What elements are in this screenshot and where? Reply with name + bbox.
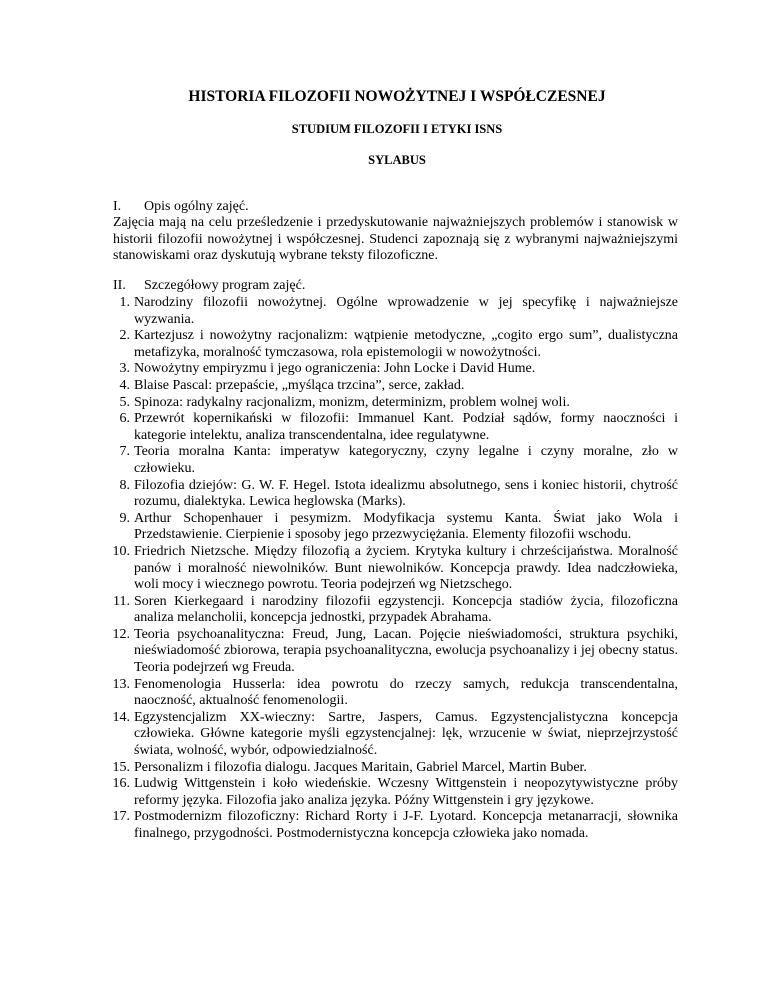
program-item (113, 395, 678, 412)
item-number: 12. (112, 626, 130, 642)
document-type: SYLABUS (368, 153, 426, 167)
item-number: 11. (113, 593, 130, 609)
item-number: 6. (119, 411, 130, 427)
section-2-title: Szczegółowy program zajęć. (144, 278, 306, 293)
program-item (113, 295, 678, 328)
item-text: Teoria psychoanalityczna: Freud, Jung, Lacan. Pojęcie nieświadomości, struktura psychiki, nieświadomość zbiorowa, terapia psychoanalityczna, ewolucja psychoanalizy i jej obecny status. Teoria podejrzeń wg Freuda. (134, 626, 678, 676)
item-text: Blaise Pascal: przepaście, „myśląca trzcina”, serce, zakład. (134, 377, 465, 393)
item-number: 7. (119, 444, 130, 460)
item-number: 4. (119, 377, 130, 393)
item-text: Postmodernizm filozoficzny: Richard Rorty i J-F. Lyotard. Koncepcja metanarracji, słownika finalnego, przygodności. Postmodernistyczna koncepcja człowieka jako nomada. (134, 809, 678, 841)
program-item (113, 776, 678, 809)
section-1-heading (113, 199, 681, 216)
section-1-title: Opis ogólny zajęć. (144, 199, 249, 214)
item-number: 8. (119, 477, 130, 493)
item-number: 13. (112, 676, 130, 692)
section-1-number: I. (113, 199, 122, 214)
item-number: 10. (112, 543, 130, 559)
item-number: 9. (119, 510, 130, 526)
item-text: Teoria moralna Kanta: imperatyw kategoryczny, czyny legalne i czyny moralne, zło w człowieku. (134, 444, 678, 476)
program-item (113, 328, 678, 361)
item-text: Nowożytny empiryzmu i jego ograniczenia: John Locke i David Hume. (134, 361, 536, 377)
program-item (113, 594, 678, 627)
program-list (113, 295, 678, 843)
item-number: 15. (112, 759, 130, 775)
item-text: Egzystencjalizm XX-wieczny: Sartre, Jaspers, Camus. Egzystencjalistyczna koncepcja człowieka. Główne kategorie myśli egzystencjalnej: lęk, wrzucenie w świat, nieprzejrzystość świata, wolność, wybór, odpowiedzialność. (134, 709, 678, 759)
program-item (113, 710, 678, 760)
program-item (113, 627, 678, 677)
item-text: Soren Kierkegaard i narodziny filozofii egzystencji. Koncepcja stadiów życia, filozoficzna analiza melancholii, koncepcja jednostki, przypadek Abrahama. (134, 593, 678, 626)
program-item (113, 361, 678, 378)
item-number: 3. (119, 361, 130, 377)
item-number: 5. (119, 394, 130, 410)
section-2-heading (113, 278, 681, 295)
item-number: 16. (112, 776, 130, 792)
document-subtitle: STUDIUM FILOZOFII I ETYKI ISNS (291, 122, 503, 136)
program-item (113, 411, 678, 444)
program-item (113, 760, 678, 777)
item-text: Przewrót kopernikański w filozofii: Immanuel Kant. Podział sądów, formy naoczności i kategorie intelektu, analiza transcendentalna, idee regulatywne. (134, 411, 678, 443)
program-item (113, 544, 678, 594)
item-text: Narodziny filozofii nowożytnej. Ogólne wprowadzenie w jej specyfikę i najważniejsze wyzwania. (134, 295, 678, 327)
program-item (113, 478, 678, 511)
section-2-number: II. (113, 278, 126, 293)
item-text: Ludwig Wittgenstein i koło wiedeńskie. Wczesny Wittgenstein i neopozytywistyczne próby reformy języka. Filozofia jako analiza języka. Późny Wittgenstein i gry językowe. (134, 776, 678, 808)
item-number: 17. (112, 809, 130, 825)
item-text: Kartezjusz i nowożytny racjonalizm: wątpienie metodyczne, „cogito ergo sum”, dualistyczna metafizyka, moralność tymczasowa, rola epistemologii w nowożytności. (134, 328, 678, 360)
item-number: 1. (119, 295, 130, 310)
program-item (113, 378, 678, 395)
item-text: Friedrich Nietzsche. Między filozofią a życiem. Krytyka kultury i chrześcijaństwa. Moralność panów i moralność niewolników. Bunt niewolników. Koncepcja prawdy. Idea nadczłowieka, woli mocy i wiecznego powrotu. Teoria podejrzeń wg Nietzschego. (134, 543, 678, 593)
item-number: 2. (119, 328, 130, 344)
item-text: Arthur Schopenhauer i pesymizm. Modyfikacja systemu Kanta. Świat jako Wola i Przedstawienie. Cierpienie i sposoby jego przezwyciężania. Elementy filozofii wschodu. (134, 510, 678, 543)
item-text: Personalizm i filozofia dialogu. Jacques Maritain, Gabriel Marcel, Martin Buber. (134, 759, 587, 775)
document-title: HISTORIA FILOZOFII NOWOŻYTNEJ I WSPÓŁCZESNEJ (188, 88, 606, 105)
program-item (113, 677, 678, 710)
item-text: Filozofia dziejów: G. W. F. Hegel. Istota idealizmu absolutnego, sens i koniec historii, chytrość rozumu, dialektyka. Lewica heglowska (Marks). (134, 477, 678, 510)
item-text: Fenomenologia Husserla: idea powrotu do rzeczy samych, redukcja transcendentalna, naoczność, aktualność fenomenologii. (134, 676, 678, 709)
program-item (113, 444, 678, 477)
section-1-description: Zajęcia mają na celu prześledzenie i przedyskutowanie najważniejszych problemów i stanowisk w historii filozofii nowożytnej i współczesnej. Studenci zapoznają się z wybranymi najważniejszymi stanowiskami oraz dyskutują wybrane teksty filozoficzne. (113, 215, 678, 264)
program-item (113, 511, 678, 544)
program-item (113, 809, 678, 842)
item-number: 14. (112, 709, 130, 725)
item-text: Spinoza: radykalny racjonalizm, monizm, determinizm, problem wolnej woli. (134, 394, 570, 410)
